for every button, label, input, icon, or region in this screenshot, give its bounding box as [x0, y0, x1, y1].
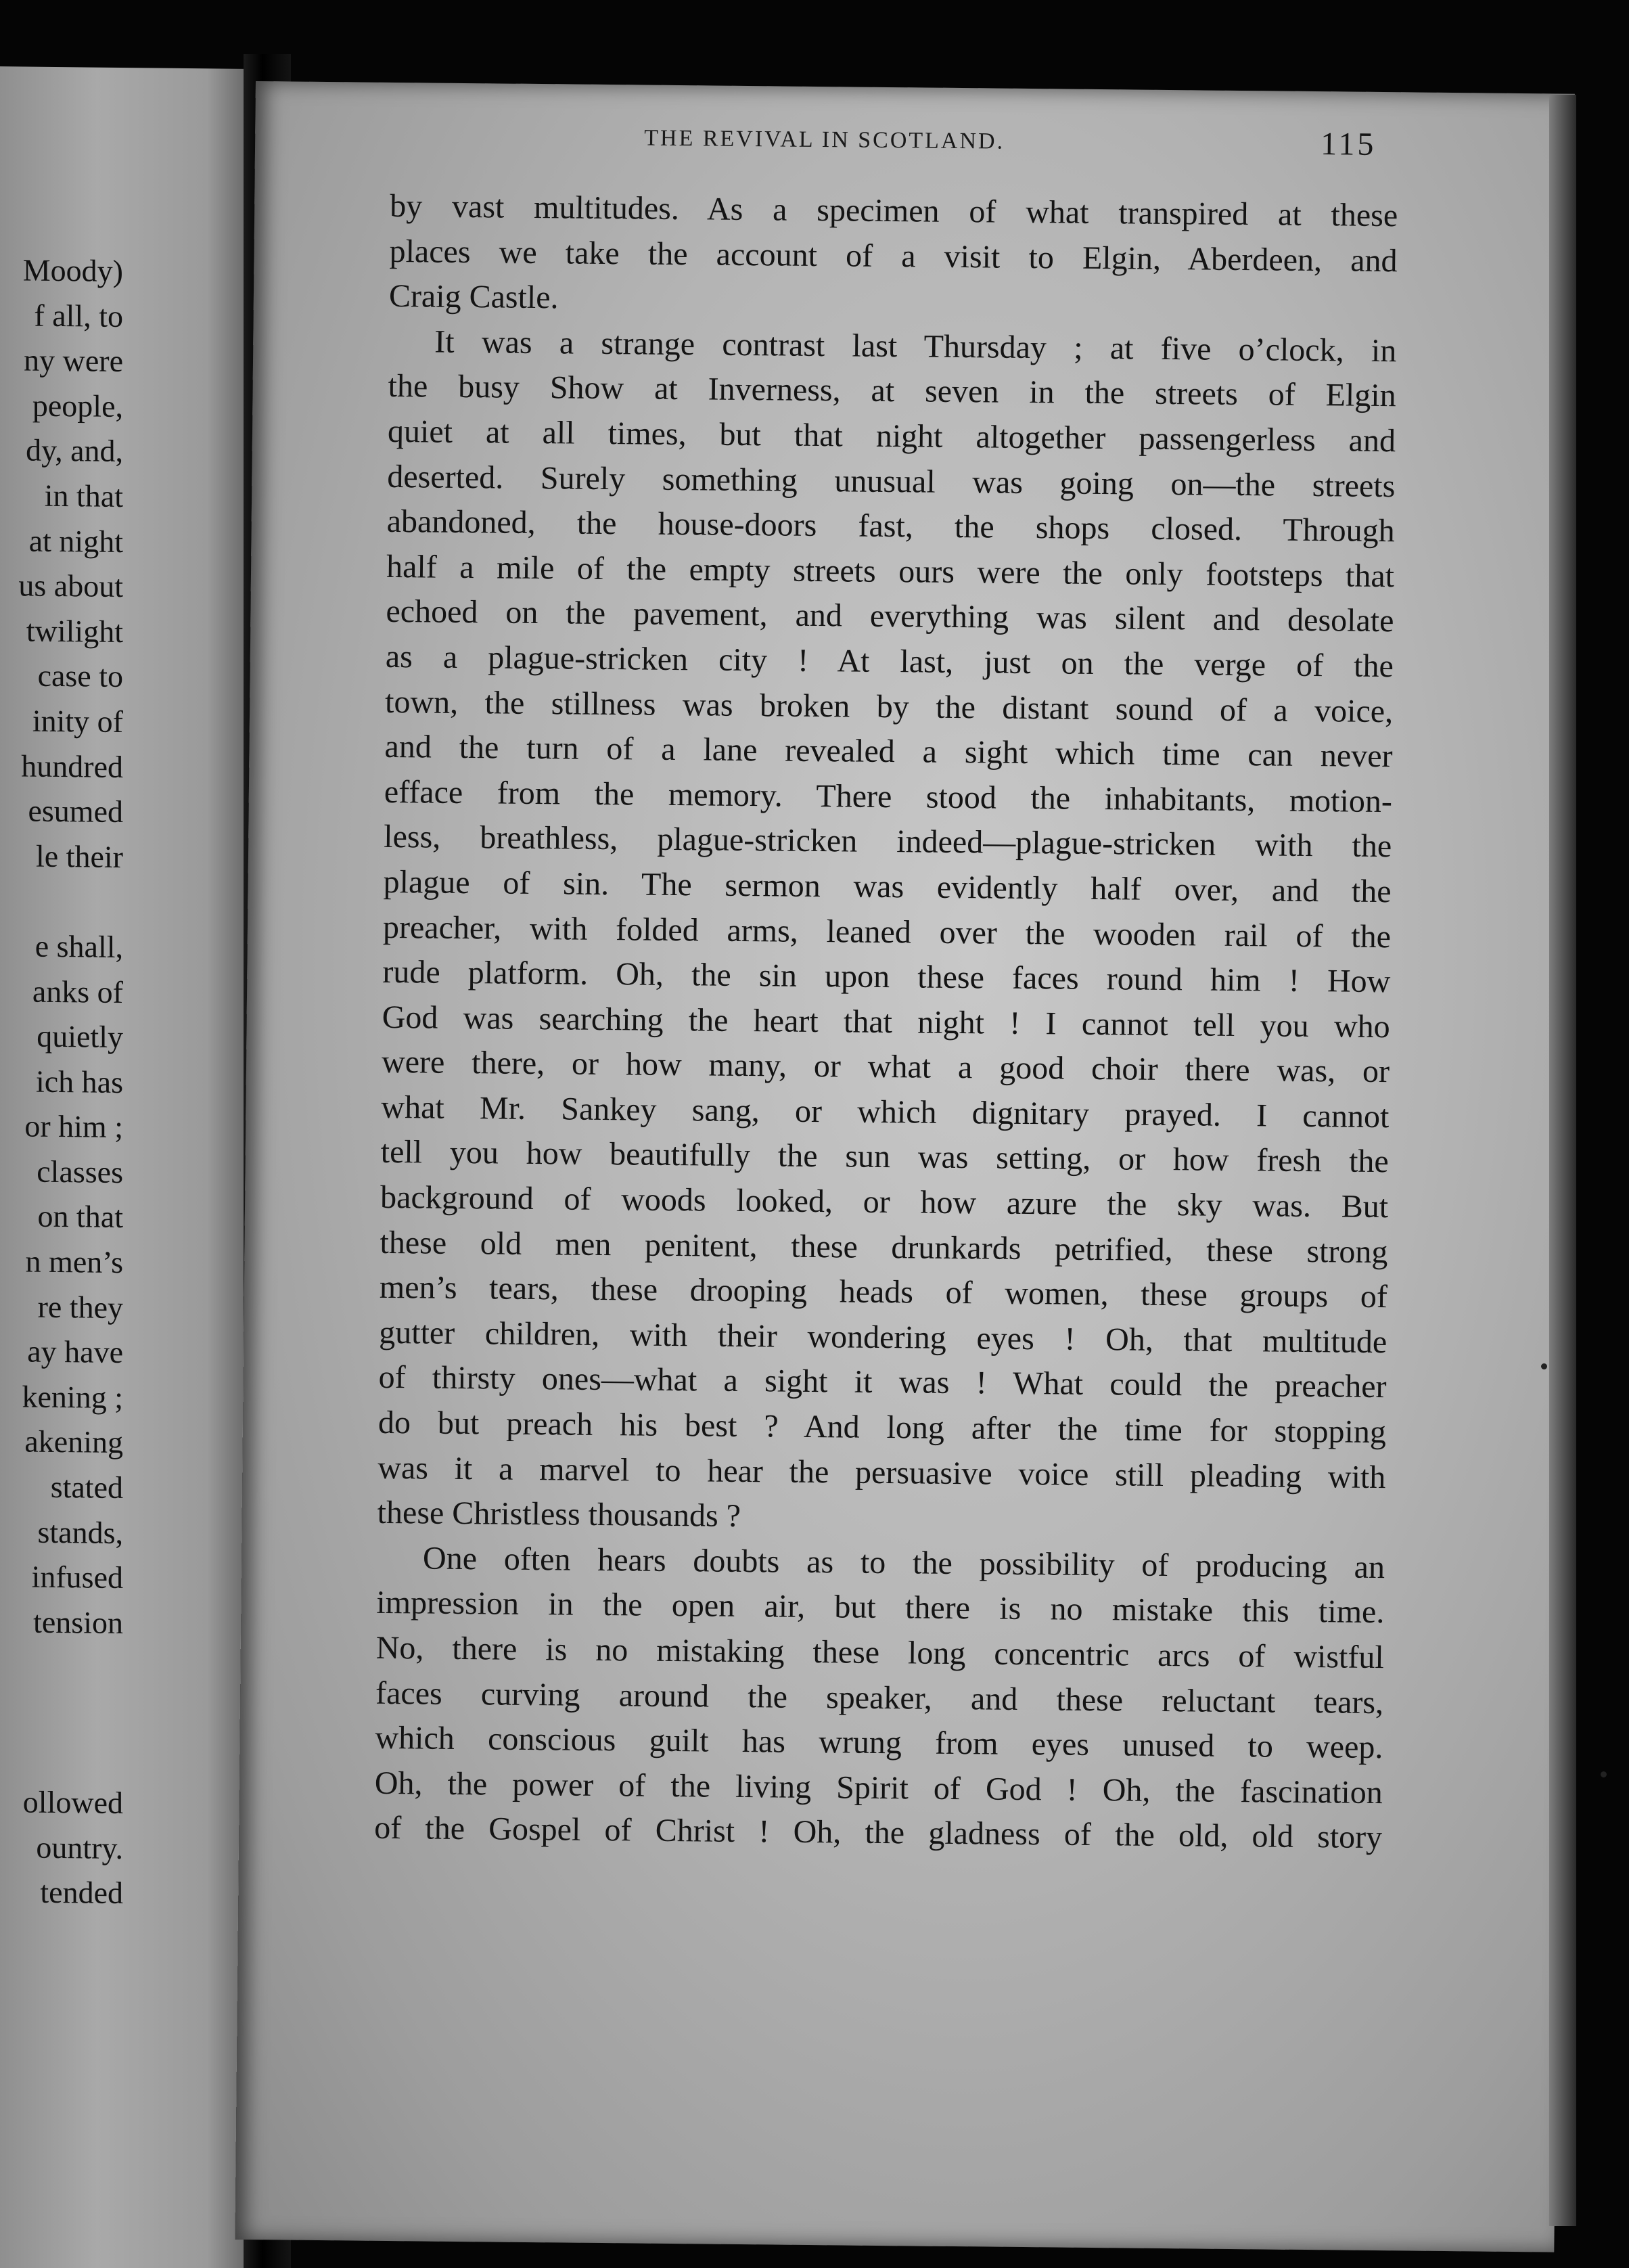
text-line: faces curving around the speaker, and these reluctant tears, [375, 1675, 1384, 1721]
left-page-line: re they [37, 1289, 123, 1325]
left-page-line: inity of [32, 703, 123, 739]
text-line: background of woods looked, or how azure the sky was. But [380, 1179, 1389, 1225]
left-page-line: esumed [28, 793, 123, 830]
left-page-line: n men’s [25, 1244, 123, 1280]
body-text [374, 184, 1398, 1861]
text-line: preacher, with folded arms, leaned over the wooden rail of the [382, 909, 1392, 955]
text-line: places we take the account of a visit to Elgin, Aberdeen, and [389, 233, 1398, 279]
text-line: abandoned, the house-doors fast, the shops closed. Through [386, 503, 1395, 549]
text-line: plague of sin. The sermon was evidently half over, and the [383, 863, 1392, 910]
page-number: 115 [1320, 126, 1377, 162]
text-line: impression in the open air, but there is no mistake this time. [376, 1585, 1385, 1631]
left-page [0, 66, 244, 2268]
left-page-line: kening ; [22, 1379, 123, 1415]
left-page-line [18, 1689, 123, 1736]
text-line: were there, or how many, or what a good choir there was, or [381, 1044, 1390, 1090]
text-line: efface from the memory. There stood the inhabitants, motion- [384, 773, 1393, 819]
speck-mark [1601, 1771, 1607, 1777]
left-page-line: at night [28, 523, 123, 559]
left-page-text-column [18, 248, 123, 1916]
text-line: One often hears doubts as to the possibility of producing an [422, 1540, 1385, 1585]
left-page-line: f all, to [34, 298, 123, 334]
text-line: Oh, the power of the living Spirit of God ! Oh, the fascination [374, 1765, 1383, 1811]
text-line: of thirsty ones—what a sight it was ! What could the preacher [378, 1359, 1387, 1405]
text-line: gutter children, with their wondering eyes ! Oh, that multitude [379, 1314, 1387, 1360]
left-page-line: twilight [26, 613, 123, 649]
text-line: what Mr. Sankey sang, or which dignitary prayed. I cannot [381, 1089, 1390, 1135]
text-line: God was searching the heart that night ! I cannot tell you who [382, 999, 1390, 1045]
text-line: these Christless thousands ? [377, 1495, 741, 1535]
left-page-line [18, 1645, 123, 1691]
left-page-line: people, [32, 388, 123, 424]
running-head: THE REVIVAL IN SCOTLAND. [644, 125, 1005, 154]
text-line: rude platform. Oh, the sin upon these faces round him ! How [382, 953, 1391, 1000]
text-line: was it a marvel to hear the persuasive voice still pleading with [377, 1449, 1386, 1495]
left-page-line: ollowed [22, 1784, 123, 1821]
text-line: these old men penitent, these drunkards petrified, these strong [380, 1224, 1388, 1270]
text-line: and the turn of a lane revealed a sight which time can never [384, 729, 1393, 775]
left-page-line [18, 879, 123, 925]
left-page-line: ich has [35, 1064, 123, 1099]
left-page-line: infused [31, 1559, 123, 1595]
left-page-line: tended [40, 1875, 123, 1911]
left-page-line: e shall, [35, 928, 123, 964]
text-line: do but preach his best ? And long after the time for stopping [377, 1404, 1387, 1451]
left-page-line: dy, and, [26, 432, 123, 469]
text-line: as a plague-stricken city ! At last, just on the verge of the [385, 638, 1394, 685]
text-line: half a mile of the empty streets ours were the only footsteps that [386, 548, 1395, 594]
right-page [235, 81, 1575, 2252]
left-page-line: or him ; [24, 1108, 123, 1145]
left-page-line: case to [37, 658, 123, 694]
left-page-line: us about [18, 568, 123, 604]
text-line: town, the stillness was broken by the distant sound of a voice, [384, 683, 1394, 729]
left-page-line: ountry. [36, 1830, 123, 1865]
text-line: deserted. Surely something unusual was going on—the streets [387, 458, 1396, 504]
text-line: It was a strange contrast last Thursday ; at five o’clock, in [434, 323, 1397, 369]
text-line: men’s tears, these drooping heads of women, these groups of [379, 1269, 1388, 1315]
left-page-line: hundred [21, 748, 123, 784]
text-line: tell you how beautifully the sun was setting, or how fresh the [380, 1134, 1390, 1180]
left-page-line: quietly [37, 1018, 123, 1055]
text-line: Craig Castle. [388, 278, 559, 316]
text-line: echoed on the pavement, and everything was silent and desolate [386, 593, 1394, 639]
text-line: less, breathless, plague-stricken indeed—plague-stricken with the [384, 819, 1392, 865]
left-page-line: stands, [37, 1514, 123, 1550]
left-page-line: classes [37, 1154, 123, 1189]
left-page-line: Moody) [22, 252, 123, 289]
left-page-line: tension [33, 1604, 123, 1640]
left-page-line: anks of [32, 974, 123, 1010]
text-line: of the Gospel of Christ ! Oh, the gladness of the old, old story [373, 1810, 1383, 1856]
left-page-line: in that [44, 478, 123, 514]
left-page-line: ny were [24, 342, 123, 379]
left-page-line: on that [37, 1199, 123, 1235]
left-page-line [18, 1735, 123, 1781]
left-page-line: stated [50, 1469, 123, 1505]
left-page-line: ay have [27, 1334, 123, 1370]
text-line: by vast multitudes. As a specimen of what transpired at these [389, 187, 1398, 234]
speck-mark [1541, 1363, 1547, 1369]
text-line: which conscious guilt has wrung from eyes unused to weep. [375, 1719, 1383, 1766]
page-edge [1549, 95, 1576, 2226]
left-page-line: le their [36, 838, 123, 874]
text-line: quiet at all times, but that night altogether passengerless and [387, 413, 1396, 459]
text-line: the busy Show at Inverness, at seven in the streets of Elgin [388, 368, 1396, 414]
left-page-line: akening [24, 1424, 123, 1460]
text-line: No, there is no mistaking these long concentric arcs of wistful [375, 1629, 1384, 1676]
